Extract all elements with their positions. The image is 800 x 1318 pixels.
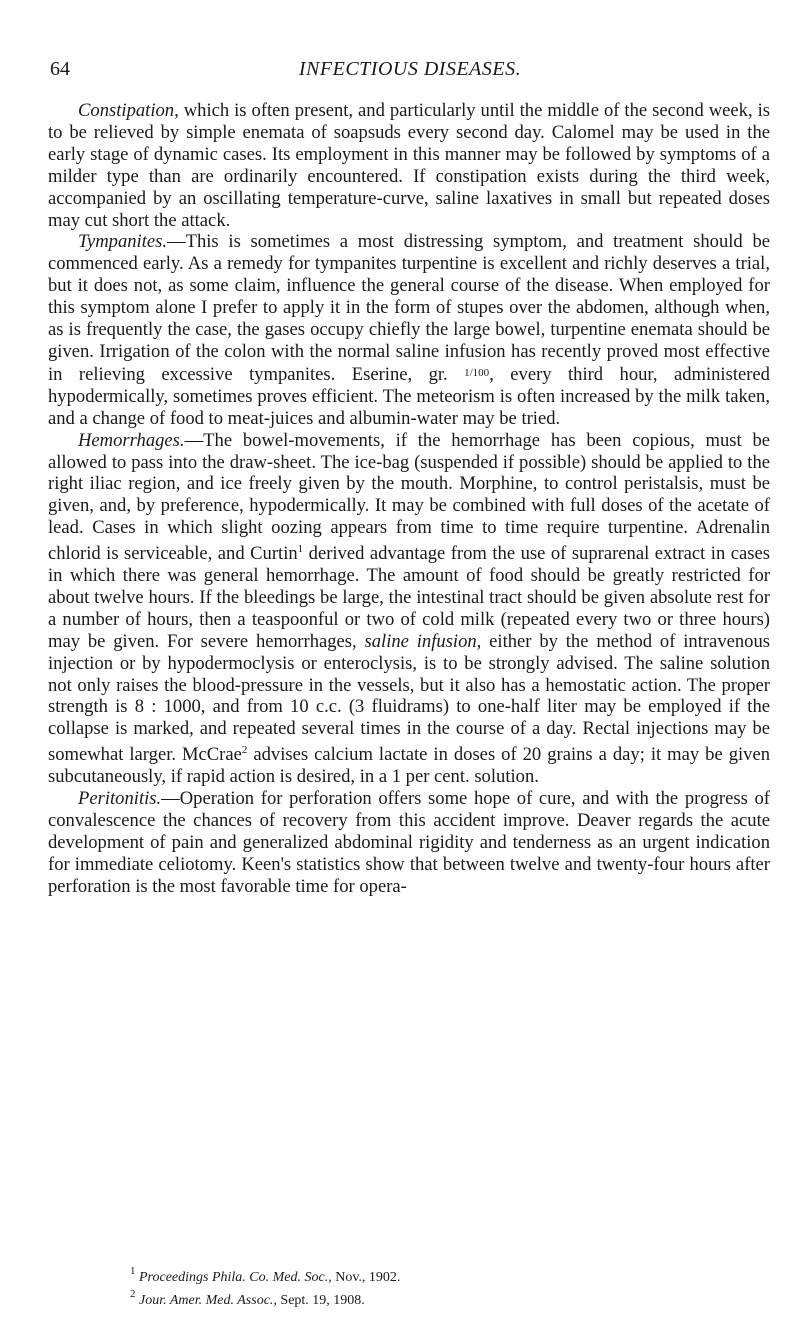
footnote-2 [48,1286,770,1309]
paragraph-text: —Operation for perforation offers some hope of cure, and with the progress of convalescence the chances of recovery from this accident improve. Deaver regards the acute development of pain and generalized abdominal rigidity and tenderness as an urgent indication for immediate celiotomy. Keen's statistics show that between twelve and twenty-four hours after perforation is the most favorable time for opera- [48,788,770,897]
footnote-source: Proceedings Phila. Co. Med. Soc., [139,1270,332,1285]
paragraph-hemorrhages [48,430,770,789]
paragraph-tympanites [48,231,770,429]
heading-constipation: Constipation, [78,100,179,121]
footnote-ref-1: 1 [297,543,304,556]
footnote-ref-2: 2 [241,744,248,757]
paragraph-text: derived advantage from the use of suprarenal extract in cases in which there was general hemorrhage. The amount of food should be greatly restricted for about twelve hours. If the bleedings be large, the intestinal tract should be given absolute rest for a number of hours, then a teaspoonful or two of cold milk (repeated every two or three hours) may be given. For severe hemorrhages, [48,543,770,652]
footnote-1 [48,1263,770,1286]
footnote-detail: Sept. 19, 1908. [276,1293,365,1308]
running-title: INFECTIOUS DISEASES. [298,58,522,80]
paragraph-constipation [48,100,770,231]
paragraph-text: either by the method of intravenous injection or by hypodermoclysis or enteroclysis, is to be strongly advised. The saline solution not only raises the blood-pressure in the vessels, but it also has a hemostatic action. The proper strength is 8 : 1000, and from 10 c.c. (3 fluidrams) to one-half liter may be employed if the collapse is marked, and repeated several times in the course of a day. Rectal injections may be somewhat larger. McCrae [48,630,770,766]
heading-tympanites: Tympanites. [78,231,168,253]
paragraph-text: which is often present, and particularly until the middle of the second week, is to be relieved by simple enemata of soapsuds every second day. Calomel may be used in the early stage of dynamic cases. Its employment in this manner may be followed by symptoms of a milder type than are ordinarily encountered. If constipation exists during the third week, accompanied by an oscillating temperature-curve, saline laxatives in small but repeated doses may cut short the attack. [48,100,770,231]
paragraph-text: , every third hour, administered hypodermically, sometimes proves efficient. The meteorism is often increased by the milk taken, and a change of food to meat-juices and albumin-water may be tried. [48,363,770,429]
heading-peritonitis: Peritonitis. [78,788,162,810]
footnote-mark: 2 [130,1288,136,1300]
paragraph-text: advises calcium lactate in doses of 20 grains a day; it may be given subcutaneously, if rapid action is desired, in a 1 per cent. solution. [48,744,770,788]
page-header [50,58,770,82]
page-number: 64 [50,58,70,80]
footnote-detail: Nov., 1902. [331,1270,401,1285]
footnotes [48,1263,770,1309]
paragraph-text: —The bowel-movements, if the hemorrhage has been copious, must be allowed to pass into the draw-sheet. The ice-bag (suspended if possible) should be applied to the right iliac region, and ice freely given by the mouth. Morphine, to control peristalsis, must be given, and, by preference, hypodermically. It may be combined with full doses of the acetate of lead. Cases in which slight oozing appears from time to time require turpentine. Adrenalin chlorid is serviceable, and Curtin [48,429,770,565]
body-text [48,100,770,898]
heading-hemorrhages: Hemorrhages. [78,429,185,451]
paragraph-peritonitis [48,788,770,898]
paragraph-text: —This is sometimes a most distressing symptom, and treatment should be commenced early. As a remedy for tympanites turpentine is excellent and richly deserves a trial, but it does not, as some claim, influence the general course of the disease. When employed for this symptom alone I prefer to apply it in the form of stupes over the abdomen, although when, as is frequently the case, the gases occupy chiefly the large bowel, turpentine enemata should be given. Irrigation of the colon with the normal saline infusion has recently proved most effective in relieving excessive tympanites. Eserine, gr. [48,231,770,385]
footnote-source: Jour. Amer. Med. Assoc., [139,1293,277,1308]
dose-fraction: 1/100 [464,366,490,379]
emphasis-saline-infusion: saline infusion, [364,630,482,652]
footnote-mark: 1 [130,1265,136,1277]
